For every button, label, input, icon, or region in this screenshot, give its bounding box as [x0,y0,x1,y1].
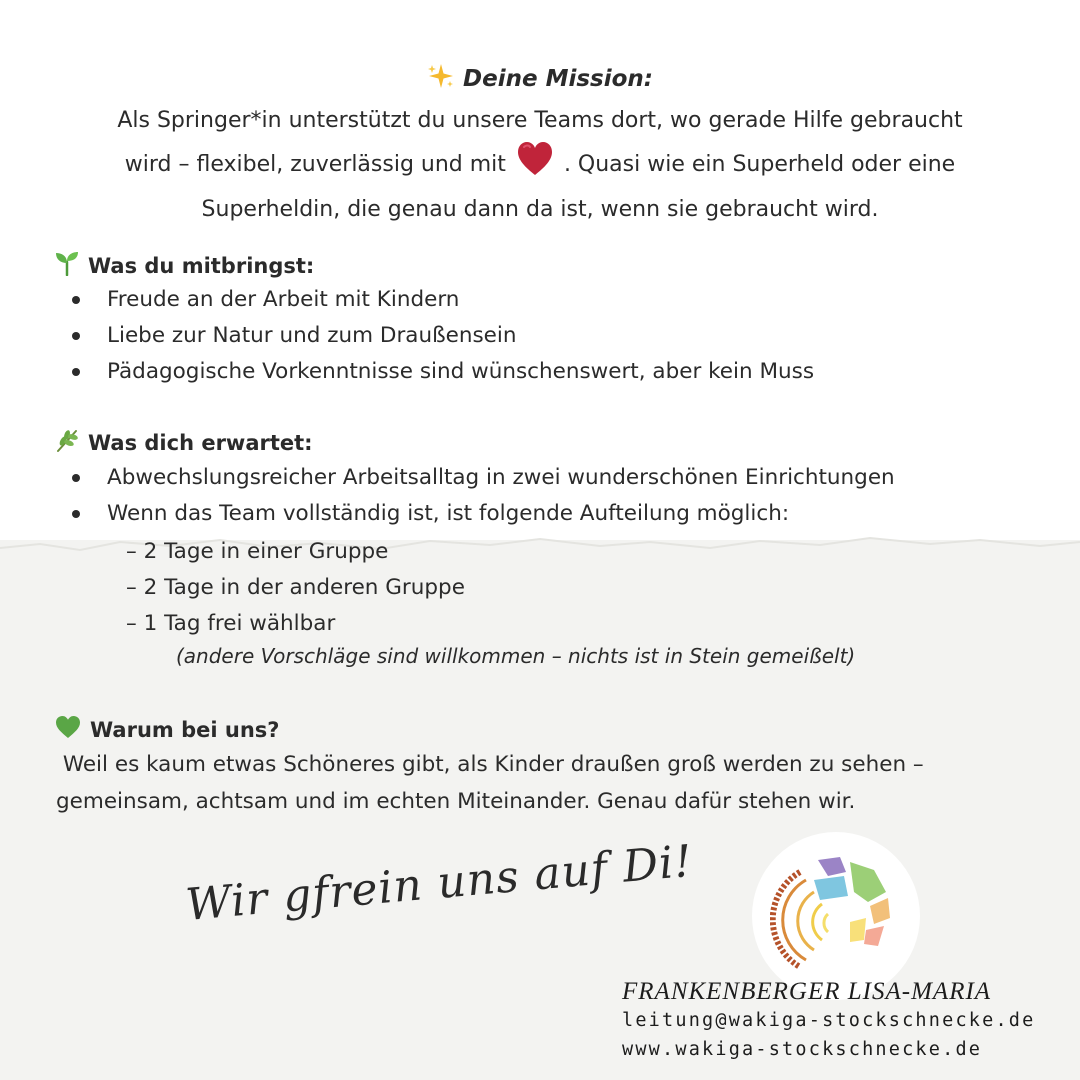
contact-name: FRANKENBERGER LISA-MARIA [622,978,992,1005]
sparkles-icon [427,62,455,96]
expect-list [72,460,895,532]
handwritten-greeting: Wir gfrein uns auf Di! [183,835,695,931]
contact-email[interactable]: leitung@wakiga-stockschnecke.de [622,1010,1036,1031]
schedule-item: – 2 Tage in einer Gruppe [126,539,389,564]
schedule-note: (andere Vorschläge sind willkommen – nichts ist in Stein gemeißelt) [176,644,856,668]
mission-line-2-end: . Quasi wie ein Superheld oder eine [563,152,956,177]
mission-section [60,62,1020,228]
mission-line-2-start: wird – flexibel, zuverlässig und mit [124,152,506,177]
schedule-item: – 1 Tag frei wählbar [126,611,336,636]
schedule-item: – 2 Tage in der anderen Gruppe [126,575,465,600]
green-heart-icon [54,714,82,745]
why-text [56,746,924,820]
seedling-icon [54,250,80,281]
why-line-2: gemeinsam, achtsam und im echten Miteinander. Genau dafür stehen wir. [56,789,856,814]
list-item: Pädagogische Vorkenntnisse sind wünschenswert, aber kein Muss [72,354,814,390]
list-item: Liebe zur Natur und zum Draußensein [72,318,814,354]
why-line-1: Weil es kaum etwas Schöneres gibt, als Kinder draußen groß werden zu sehen – [56,752,924,777]
herb-icon [54,427,80,458]
why-title: Warum bei uns? [90,717,280,742]
bring-heading [54,250,314,281]
expect-heading [54,427,313,458]
red-heart-icon [515,139,555,191]
contact-website[interactable]: www.wakiga-stockschnecke.de [622,1039,983,1060]
list-item: Wenn das Team vollständig ist, ist folgende Aufteilung möglich: [72,496,895,532]
mission-line-1: Als Springer*in unterstützt du unsere Teams dort, wo gerade Hilfe gebraucht [117,108,963,133]
mission-heading [60,62,1020,96]
list-item: Freude an der Arbeit mit Kindern [72,282,814,318]
snail-shell-logo [770,852,900,982]
bring-title: Was du mitbringst: [88,253,315,278]
list-item: Abwechslungsreicher Arbeitsalltag in zwei wunderschönen Einrichtungen [72,460,895,496]
contact-block [622,978,1035,1064]
bring-list [72,282,814,390]
mission-line-3: Superheldin, die genau dann da ist, wenn sie gebraucht wird. [201,197,879,222]
mission-title: Deine Mission: [463,66,653,92]
why-heading [54,714,279,745]
expect-title: Was dich erwartet: [88,430,313,455]
mission-text [60,102,1020,228]
schedule-list [126,534,465,642]
mission-line-2 [60,139,1020,191]
